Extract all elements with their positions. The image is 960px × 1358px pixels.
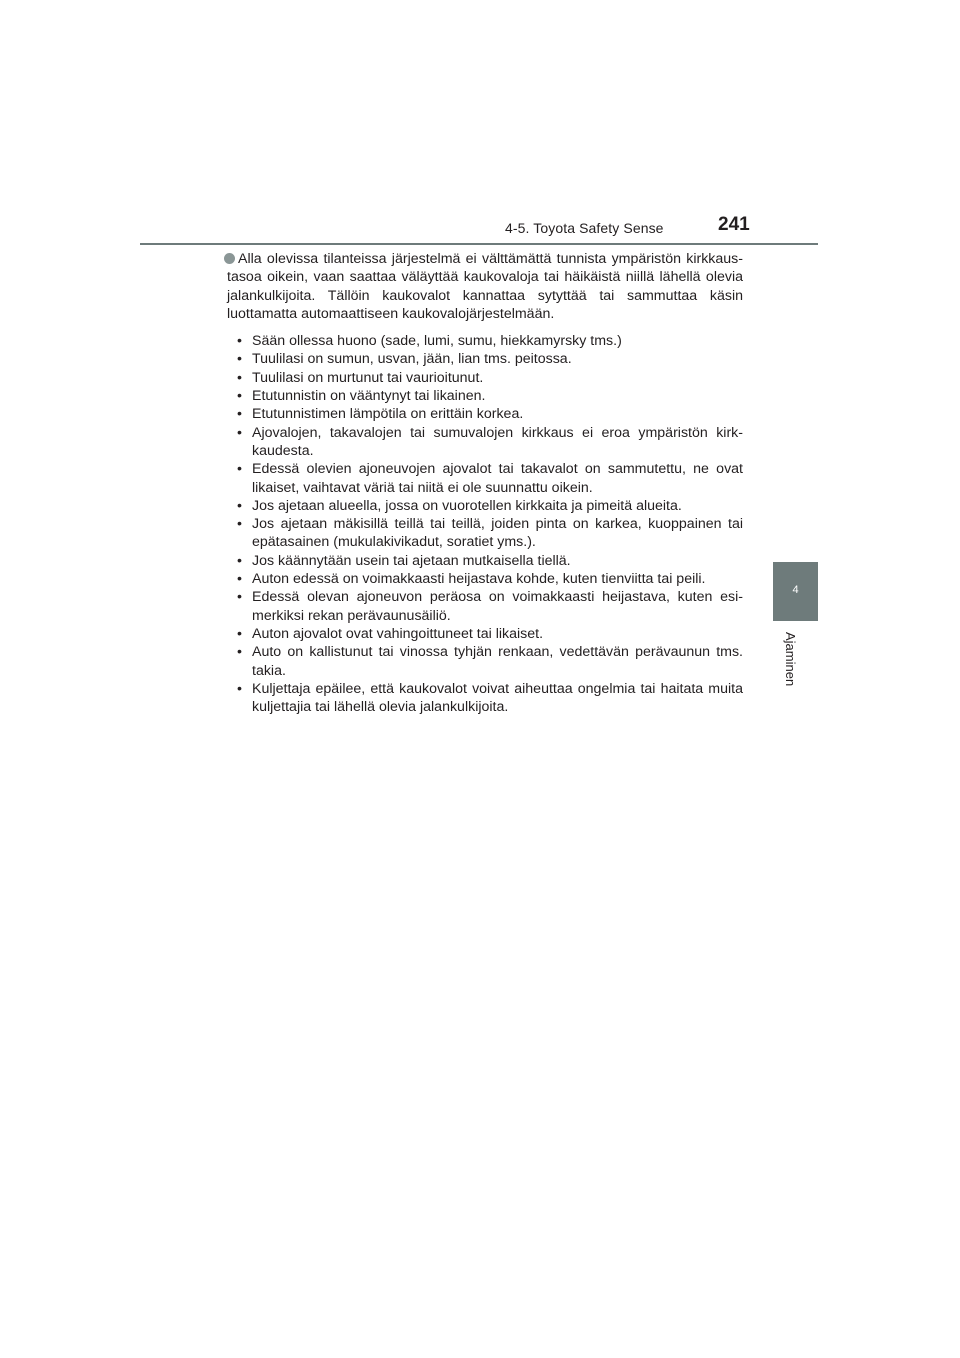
list-item: • Auto on kallistunut tai vinossa tyhjän renkaan, vedettävän perävaunun tms. takia.	[237, 644, 743, 679]
circle-bullet-icon	[224, 253, 235, 264]
bullet-dot-icon: •	[237, 571, 242, 588]
bullet-dot-icon: •	[237, 625, 242, 642]
bullet-dot-icon: •	[237, 461, 242, 478]
list-item: • Jos ajetaan mäkisillä teillä tai teillä, joiden pinta on karkea, kuoppainen tai epätasainen (mukulakivikadut, soratiet yms.).	[237, 516, 743, 551]
list-item: • Ajovalojen, takavalojen tai sumuvalojen kirkkaus ei eroa ympäristön kirk-kaudesta.	[237, 424, 743, 459]
conditions-list	[227, 332, 743, 716]
chapter-label	[783, 632, 797, 702]
chapter-tab	[773, 562, 818, 621]
list-item: • Edessä olevien ajoneuvojen ajovalot tai takavalot on sammutettu, ne ovat likaiset, vaihtavat väriä tai niitä ei ole suunnattu oikein.	[237, 461, 743, 496]
header-divider	[140, 243, 818, 245]
list-item: • Sään ollessa huono (sade, lumi, sumu, hiekkamyrsky tms.)	[237, 333, 622, 350]
list-item: • Auton edessä on voimakkaasti heijastava kohde, kuten tienviitta tai peili.	[237, 571, 706, 588]
bullet-dot-icon: •	[237, 497, 242, 514]
bullet-dot-icon: •	[237, 644, 242, 661]
main-content	[227, 250, 743, 716]
intro-text: Alla olevissa tilanteissa järjestelmä ei välttämättä tunnista ympäristön kirkkaus-tasoa oikein, vaan saattaa väläyttää kaukovaloja tai häikäistä niillä lähellä olevia jalankulkijoita. Tällöin kaukovalot kannattaa sytyttää tai sammuttaa käsin luottamatta automaattiseen kaukovalojärjestelmään.	[227, 251, 743, 322]
bullet-dot-icon: •	[237, 369, 242, 386]
bullet-dot-icon: •	[237, 516, 242, 533]
intro-paragraph	[227, 250, 743, 323]
chapter-number: 4	[792, 584, 799, 596]
list-item: • Jos käännytään usein tai ajetaan mutkaisella tiellä.	[237, 552, 571, 569]
page-number: 241	[718, 214, 750, 235]
bullet-dot-icon: •	[237, 406, 242, 423]
list-item: • Jos ajetaan alueella, jossa on vuorotellen kirkkaita ja pimeitä alueita.	[237, 497, 682, 514]
bullet-dot-icon: •	[237, 351, 242, 368]
bullet-dot-icon: •	[237, 424, 242, 441]
bullet-dot-icon: •	[237, 680, 242, 697]
list-item: • Etutunnistimen lämpötila on erittäin korkea.	[237, 406, 524, 423]
list-item: • Etutunnistin on vääntynyt tai likainen.	[237, 388, 486, 405]
list-item: • Tuulilasi on sumun, usvan, jään, lian tms. peitossa.	[237, 351, 572, 368]
chapter-title: Ajaminen	[783, 632, 798, 687]
list-item: • Edessä olevan ajoneuvon peräosa on voimakkaasti heijastava, kuten esi-merkiksi rekan perävaunusäiliö.	[237, 589, 743, 624]
bullet-dot-icon: •	[237, 388, 242, 405]
section-title: 4-5. Toyota Safety Sense	[505, 220, 664, 236]
bullet-dot-icon: •	[237, 333, 242, 350]
bullet-dot-icon: •	[237, 552, 242, 569]
list-item: • Auton ajovalot ovat vahingoittuneet tai likaiset.	[237, 625, 544, 642]
bullet-dot-icon: •	[237, 589, 242, 606]
list-item: • Kuljettaja epäilee, että kaukovalot voivat aiheuttaa ongelmia tai haitata muita kuljettajia tai lähellä olevia jalankulkijoita.	[237, 680, 743, 716]
list-item: • Tuulilasi on murtunut tai vaurioitunut.	[237, 369, 484, 386]
